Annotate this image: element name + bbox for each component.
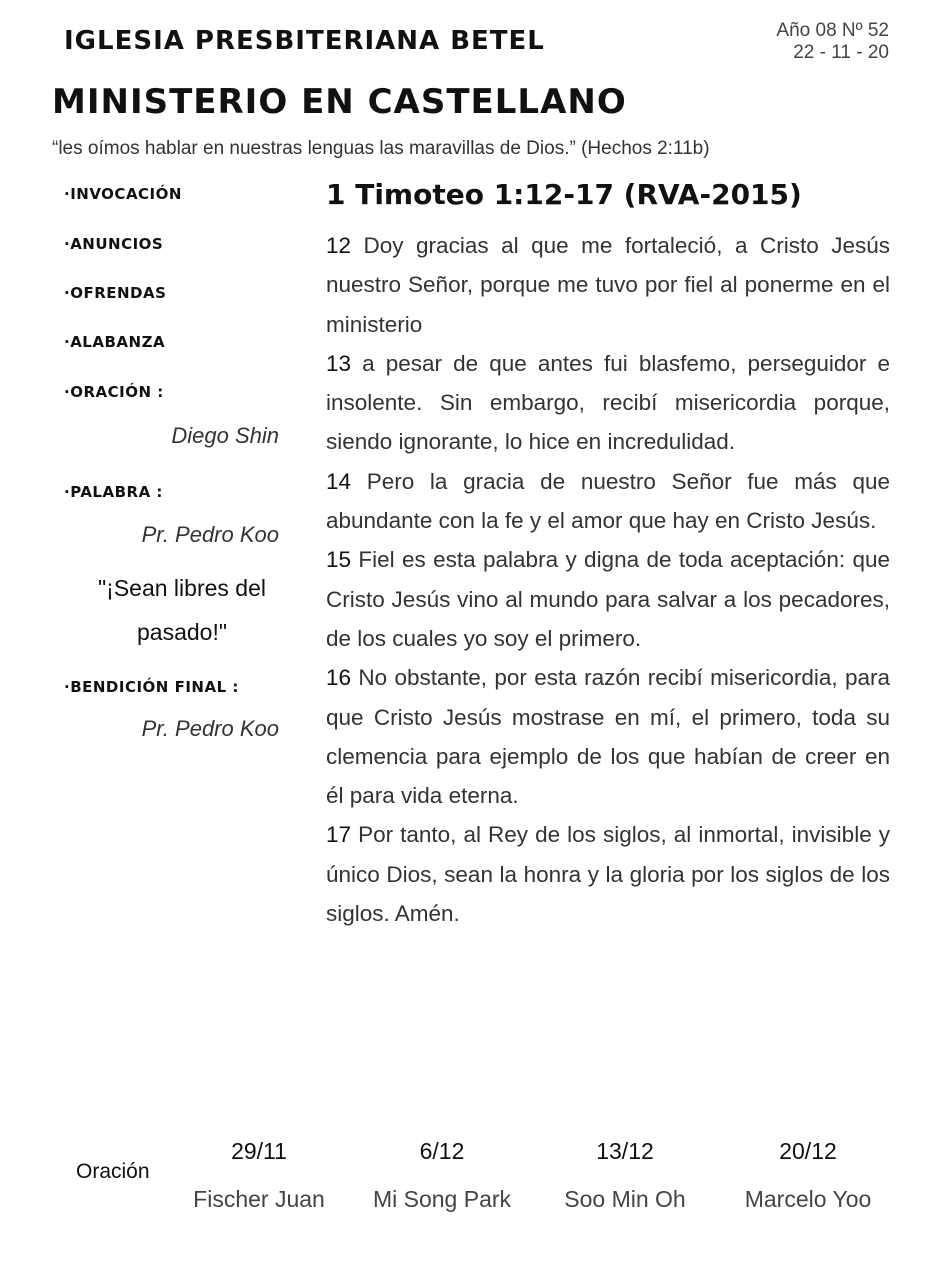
verse	[326, 658, 890, 815]
issue-info	[776, 20, 889, 64]
ministry-title: MINISTERIO EN CASTELLANO	[52, 82, 627, 122]
verse	[326, 815, 890, 933]
verse-number: 13	[326, 350, 352, 376]
order-item-palabra: ·PALABRA :	[64, 483, 163, 501]
schedule-entry	[352, 1134, 532, 1213]
schedule-date: 6/12	[419, 1138, 465, 1164]
order-item-bendicion: ·BENDICIÓN FINAL :	[64, 678, 239, 696]
sermon-title: "¡Sean libres del pasado!"	[98, 575, 266, 645]
schedule-entry	[718, 1134, 898, 1213]
schedule-name: Fischer Juan	[193, 1186, 325, 1212]
schedule-name: Soo Min Oh	[564, 1186, 686, 1212]
order-item-invocacion: ·INVOCACIÓN	[64, 185, 182, 203]
passage-text	[326, 226, 890, 933]
verse-number: 16	[326, 665, 352, 691]
church-name: IGLESIA PRESBITERIANA BETEL	[64, 26, 545, 56]
order-item-ofrendas: ·OFRENDAS	[64, 284, 167, 302]
verse-text: No obstante, por esta razón recibí misericordia, para que Cristo Jesús mostrase en mí, el primero, toda su clemencia para ejemplo de los que habían de creer en él para vida eterna.	[326, 665, 890, 809]
verse-text: Doy gracias al que me fortaleció, a Cristo Jesús nuestro Señor, porque me tuvo por fiel al ponerme en el ministerio	[326, 233, 890, 337]
oracion-person: Diego Shin	[171, 423, 279, 448]
verse-text: Fiel es esta palabra y digna de toda aceptación: que Cristo Jesús vino al mundo para salvar a los pecadores, de los cuales yo soy el primero.	[326, 547, 890, 651]
order-item-alabanza: ·ALABANZA	[64, 333, 166, 351]
verse-text: Pero la gracia de nuestro Señor fue más que abundante con la fe y el amor que hay en Cristo Jesús.	[326, 468, 890, 534]
verse-text: Por tanto, al Rey de los siglos, al inmortal, invisible y único Dios, sean la honra y la gloria por los siglos de los siglos. Amén.	[326, 822, 890, 927]
verse-number: 14	[326, 468, 352, 494]
verse-number: 15	[326, 547, 352, 573]
schedule-entry	[535, 1134, 715, 1213]
verse-number: 12	[326, 233, 352, 258]
schedule-date: 20/12	[779, 1138, 837, 1164]
verse	[326, 462, 890, 541]
verse	[326, 226, 890, 344]
verse-text: a pesar de que antes fui blasfemo, perseguidor e insolente. Sin embargo, recibí misericordia porque, siendo ignorante, lo hice en incredulidad.	[326, 350, 890, 455]
palabra-person: Pr. Pedro Koo	[141, 522, 279, 547]
schedule-entry	[169, 1134, 349, 1213]
schedule-date: 13/12	[596, 1138, 654, 1164]
schedule-name: Mi Song Park	[372, 1186, 512, 1212]
issue-date: 22 - 11 - 20	[793, 42, 889, 63]
issue-number: Año 08 Nº 52	[776, 20, 889, 41]
order-item-anuncios: ·ANUNCIOS	[64, 235, 164, 253]
schedule-label: Oración	[76, 1160, 150, 1183]
order-item-oracion: ·ORACIÓN :	[64, 383, 164, 401]
verse	[326, 540, 890, 658]
epigraph: “les oímos hablar en nuestras lenguas las maravillas de Dios.” (Hechos 2:11b)	[52, 138, 710, 159]
schedule-date: 29/11	[231, 1138, 287, 1164]
schedule-name: Marcelo Yoo	[744, 1186, 872, 1212]
verse-number: 17	[326, 822, 352, 848]
verse	[326, 344, 890, 462]
bendicion-person: Pr. Pedro Koo	[141, 716, 279, 741]
passage-title: 1 Timoteo 1:12-17 (RVA-2015)	[326, 178, 802, 211]
